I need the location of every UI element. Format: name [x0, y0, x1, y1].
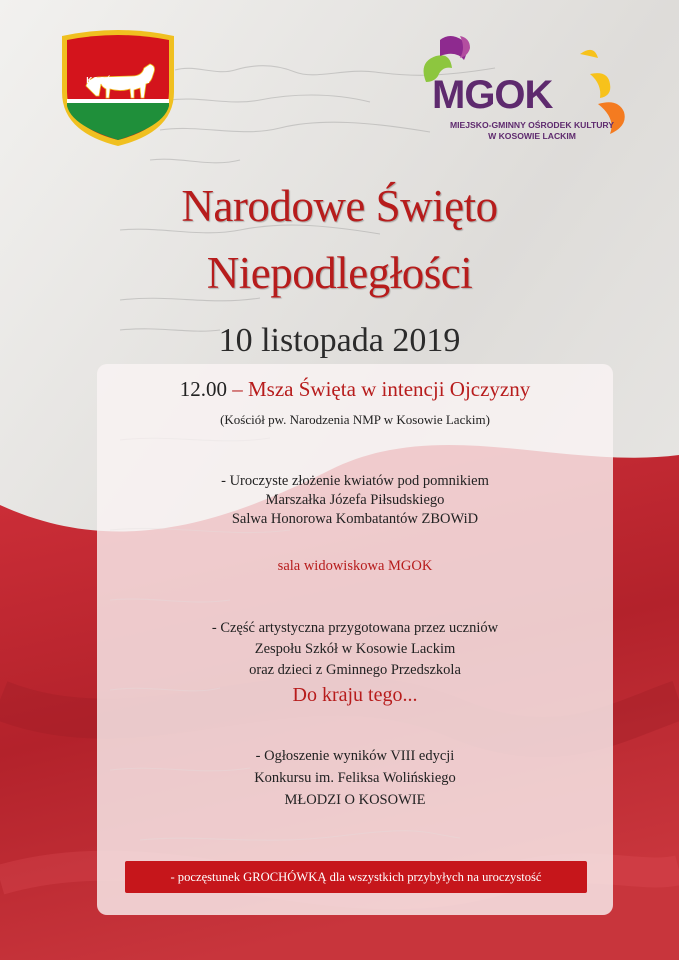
contest-line-2: Konkursu im. Feliksa Wolińskiego [254, 770, 456, 786]
kosow-lacki-coat-of-arms [56, 28, 180, 148]
contest-line-3: MŁODZI O KOSOWIE [284, 792, 426, 808]
flowers-line-2: Marszałka Józefa Piłsudskiego [265, 492, 445, 508]
flowers-line-3: Salwa Honorowa Kombatantów ZBOWiD [231, 511, 479, 527]
emblem-label: KOSÓW LACKI [86, 75, 150, 85]
flowers-line-1: - Uroczyste złożenie kwiatów pod pomnikiem [221, 473, 489, 489]
mgok-subtitle-line-1: MIEJSKO-GMINNY OŚRODEK KULTURY [449, 120, 615, 130]
program-panel [97, 364, 613, 915]
mgok-subtitle [442, 120, 622, 142]
event-date: 10 listopada 2019 [218, 322, 461, 359]
art-title: Do kraju tego... [292, 684, 418, 706]
refreshments-text: - poczęstunek GROCHÓWKĄ dla wszystkich przybyłych na uroczystość [170, 870, 542, 884]
mass-place: (Kościół pw. Narodzenia NMP w Kosowie Lackim) [220, 412, 490, 427]
art-line-3: oraz dzieci z Gminnego Przedszkola [249, 662, 461, 678]
venue-hall: sala widowiskowa MGOK [277, 558, 433, 574]
mgok-subtitle-line-2: W KOSOWIE LACKIM [488, 131, 576, 141]
page-title-line-1: Narodowe Święto [181, 181, 498, 231]
refreshments-banner [125, 861, 587, 893]
mass-time: 12.00 [179, 377, 227, 401]
mgok-logo-text: MGOK [432, 73, 553, 117]
art-line-2: Zespołu Szkół w Kosowie Lackim [254, 641, 456, 657]
contest-line-1: - Ogłoszenie wyników VIII edycji [255, 748, 455, 764]
page-title-line-2: Niepodległości [206, 248, 473, 298]
mass-title: – Msza Święta w intencji Ojczyzny [227, 377, 531, 401]
art-line-1: - Część artystyczna przygotowana przez uczniów [211, 620, 499, 636]
mass-line [97, 377, 613, 402]
